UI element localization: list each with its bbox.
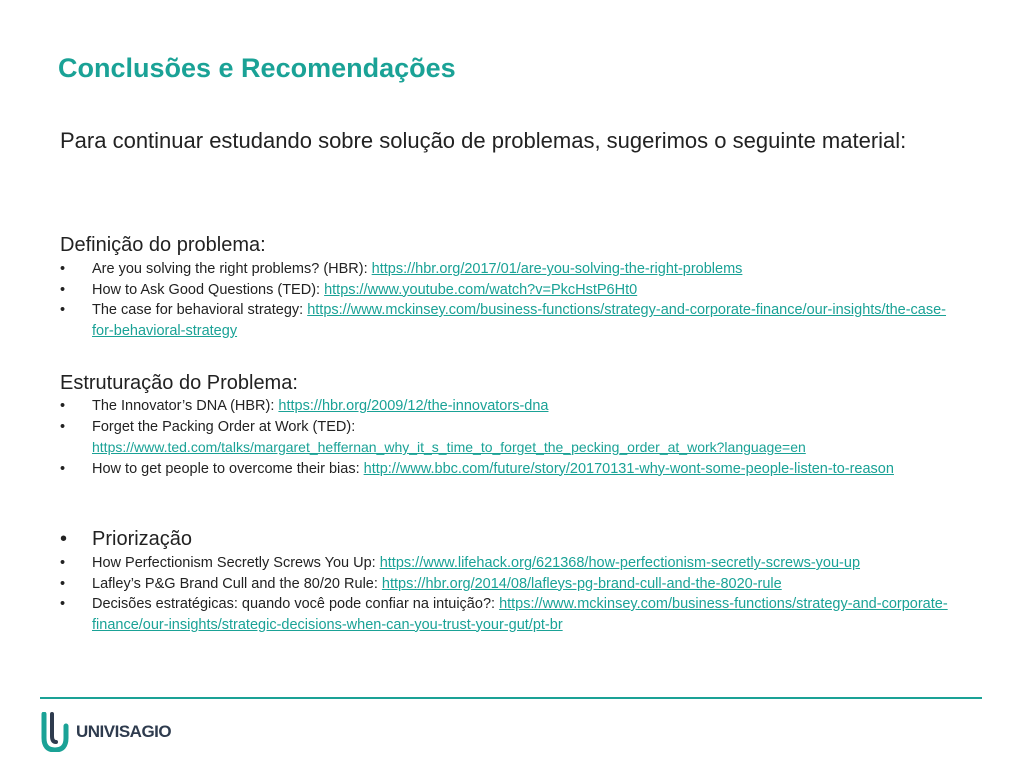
section-heading-text: Priorização — [92, 528, 193, 550]
list-item — [60, 300, 960, 341]
resource-link[interactable]: http://www.bbc.com/future/story/20170131-why-wont-some-people-listen-to-reason — [363, 460, 894, 477]
list-item — [60, 259, 960, 280]
list-item — [60, 553, 960, 574]
item-text: The case for behavioral strategy: — [92, 302, 308, 318]
section-list-prioritization — [60, 553, 960, 635]
resource-link[interactable]: https://www.youtube.com/watch?v=PkcHstP6Ht0 — [324, 281, 638, 298]
item-text: Are you solving the right problems? (HBR): — [92, 261, 372, 277]
list-item — [60, 574, 960, 595]
resource-link[interactable]: https://hbr.org/2017/01/are-you-solving-the-right-problems — [371, 261, 743, 277]
logo-text: UNIVISAGIO — [76, 722, 172, 741]
resource-link[interactable]: https://hbr.org/2009/12/the-innovators-dna — [278, 398, 549, 414]
item-text: How Perfectionism Secretly Screws You Up: — [92, 555, 380, 571]
univisagio-logo — [40, 712, 171, 752]
bullet: • — [60, 460, 66, 477]
resource-link[interactable]: https://www.mckinsey.com/business-functions/strategy-and-corporate-finance/our-insights/the-case-for-behavioral-strategy — [92, 302, 947, 339]
page-title: Conclusões e Recomendações — [58, 53, 456, 83]
item-text: Lafley’s P&G Brand Cull and the 80/20 Rule: — [92, 575, 382, 592]
univisagio-logo-icon — [40, 712, 70, 752]
resource-link[interactable]: https://hbr.org/2014/08/lafleys-pg-brand-cull-and-the-8020-rule — [381, 575, 782, 592]
section-heading-prioritization — [60, 528, 192, 551]
bullet: • — [60, 302, 66, 318]
bullet: • — [60, 575, 66, 592]
list-item — [60, 417, 960, 459]
list-item — [60, 396, 960, 417]
item-text: Forget the Packing Order at Work (TED): — [92, 418, 356, 435]
resource-link[interactable]: https://www.ted.com/talks/margaret_heffernan_why_it_s_time_to_forget_the_pecking_order_at_work?language=en — [92, 439, 806, 455]
list-item — [60, 280, 960, 301]
section-list-problem-definition — [60, 259, 960, 341]
list-item — [60, 594, 960, 635]
section-heading-problem-structuring: Estruturação do Problema: — [60, 372, 298, 394]
item-text: How to get people to overcome their bias: — [92, 460, 364, 477]
bullet: • — [60, 281, 66, 298]
bullet: • — [60, 596, 66, 612]
resource-link[interactable]: https://www.lifehack.org/621368/how-perfectionism-secretly-screws-you-up — [379, 555, 861, 571]
bullet: • — [60, 528, 68, 550]
bullet: • — [60, 261, 66, 277]
section-list-problem-structuring — [60, 396, 960, 479]
bullet: • — [60, 555, 66, 571]
resource-link[interactable]: https://www.mckinsey.com/business-functions/strategy-and-corporate-finance/our-insights/strategic-decisions-when-can-you-trust-your-gut/pt-br — [92, 596, 948, 633]
intro-text: Para continuar estudando sobre solução de problemas, sugerimos o seguinte material: — [60, 128, 907, 153]
list-item — [60, 459, 960, 480]
footer-divider — [40, 697, 982, 699]
bullet: • — [60, 418, 66, 435]
item-text: The Innovator’s DNA (HBR): — [92, 398, 279, 414]
item-text: Decisões estratégicas: quando você pode confiar na intuição?: — [92, 596, 500, 612]
section-heading-problem-definition: Definição do problema: — [60, 234, 266, 256]
bullet: • — [60, 398, 66, 414]
item-text: How to Ask Good Questions (TED): — [92, 281, 325, 298]
